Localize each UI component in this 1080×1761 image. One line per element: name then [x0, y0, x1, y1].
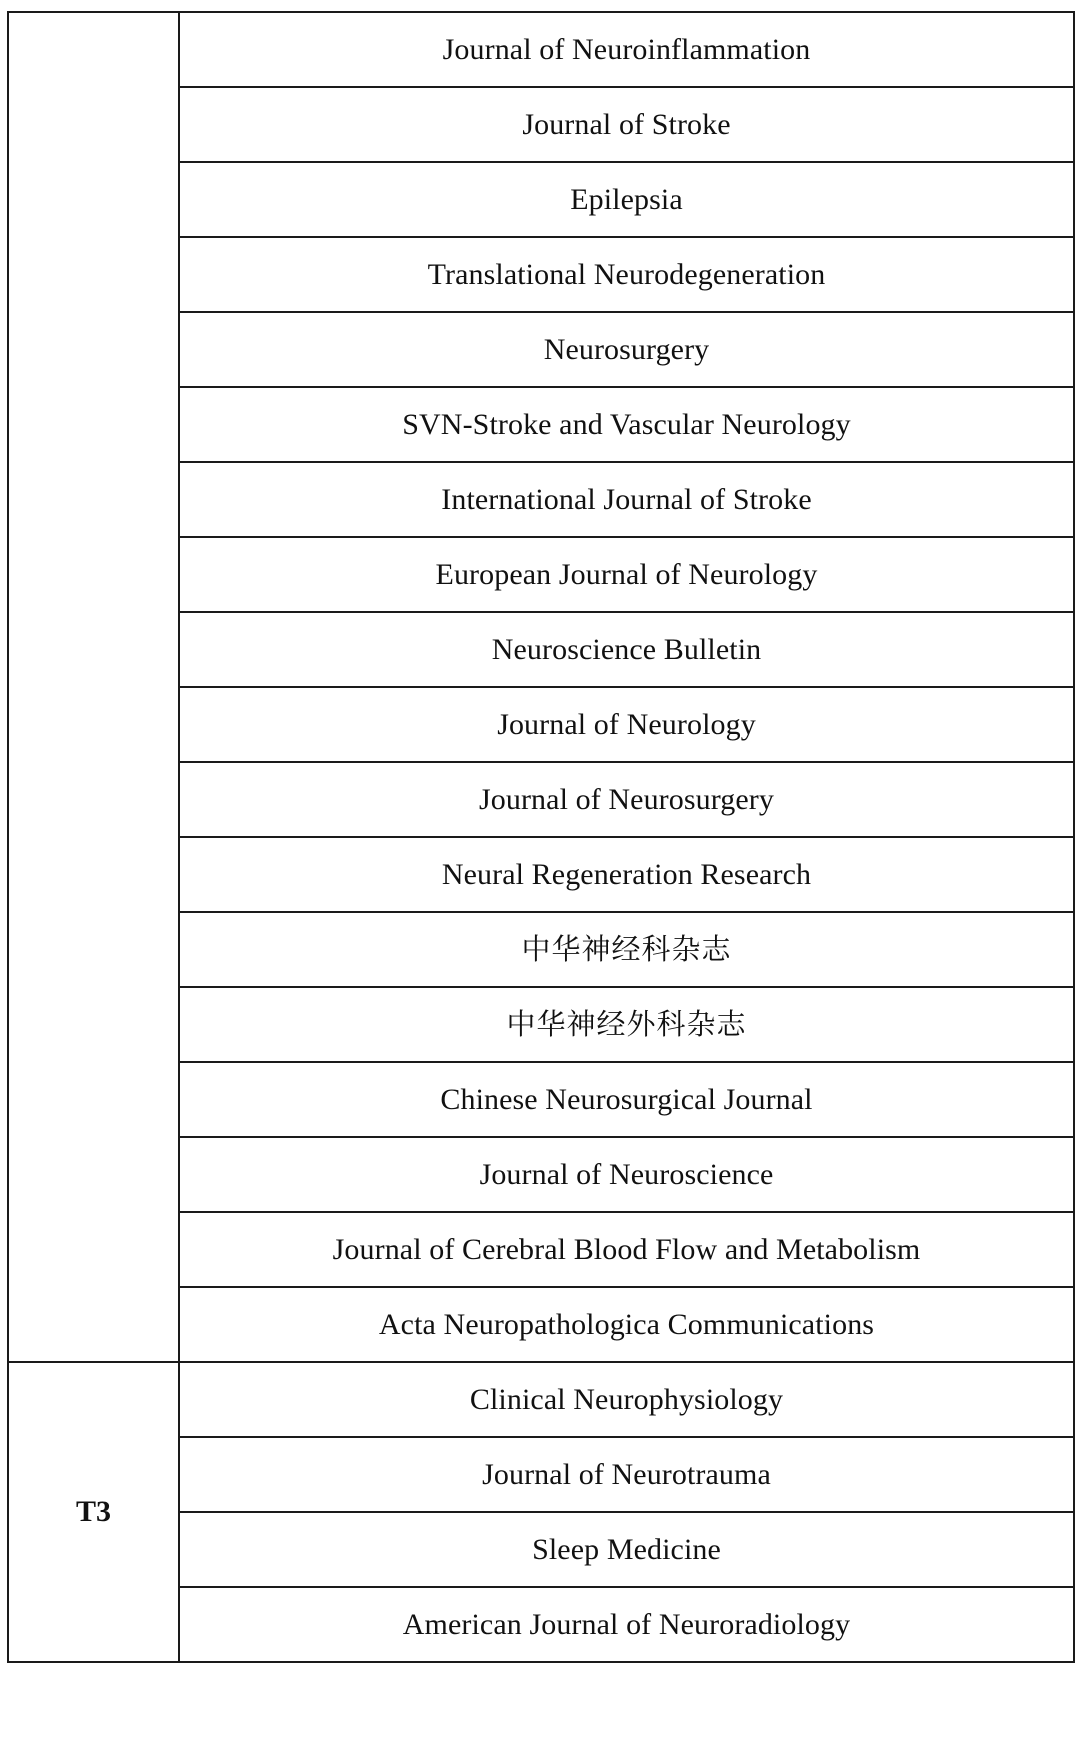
- journal-cell: [179, 837, 1074, 912]
- tier-cell: [8, 12, 179, 1362]
- tier-label: T3: [75, 1495, 111, 1528]
- journal-cell: [179, 1062, 1074, 1137]
- journal-name: Clinical Neurophysiology: [469, 1382, 784, 1416]
- journal-name: Neuroscience Bulletin: [491, 632, 762, 666]
- journal-name: Acta Neuropathologica Communications: [378, 1307, 875, 1341]
- journal-name: Journal of Neurotrauma: [482, 1457, 771, 1491]
- table-body: [8, 12, 1074, 1662]
- journal-name: Journal of Neurology: [497, 707, 756, 741]
- journal-cell: [179, 912, 1074, 987]
- journal-cell: [179, 387, 1074, 462]
- journal-cell: [179, 1212, 1074, 1287]
- journal-name: 中华神经外科杂志: [506, 1007, 747, 1041]
- journal-cell: [179, 1512, 1074, 1587]
- journal-cell: [179, 87, 1074, 162]
- journal-name: European Journal of Neurology: [435, 557, 818, 591]
- journal-cell: [179, 162, 1074, 237]
- journal-cell: [179, 612, 1074, 687]
- journal-cell: [179, 1437, 1074, 1512]
- journal-cell: [179, 1587, 1074, 1662]
- journal-name: American Journal of Neuroradiology: [402, 1607, 851, 1641]
- table-row: [8, 12, 1074, 87]
- journal-name: Journal of Neuroscience: [479, 1157, 774, 1191]
- journal-name: Translational Neurodegeneration: [427, 257, 826, 291]
- journal-name: Journal of Cerebral Blood Flow and Metabolism: [332, 1232, 921, 1266]
- journal-cell: [179, 762, 1074, 837]
- journal-tier-table: [7, 11, 1075, 1663]
- journal-cell: [179, 687, 1074, 762]
- journal-name: Chinese Neurosurgical Journal: [440, 1082, 813, 1116]
- journal-cell: [179, 537, 1074, 612]
- journal-name: Epilepsia: [570, 182, 683, 216]
- journal-name: Journal of Stroke: [522, 107, 731, 141]
- journal-cell: [179, 12, 1074, 87]
- journal-cell: [179, 1137, 1074, 1212]
- tier-cell-t3: [8, 1362, 179, 1662]
- journal-name: International Journal of Stroke: [441, 482, 812, 516]
- journal-name: SVN-Stroke and Vascular Neurology: [402, 407, 851, 441]
- journal-name: Neural Regeneration Research: [441, 857, 812, 891]
- journal-name: 中华神经科杂志: [521, 932, 732, 966]
- table-row: [8, 1362, 1074, 1437]
- journal-cell: [179, 237, 1074, 312]
- journal-cell: [179, 1287, 1074, 1362]
- journal-name: Journal of Neurosurgery: [478, 782, 774, 816]
- journal-cell: [179, 312, 1074, 387]
- journal-cell: [179, 987, 1074, 1062]
- journal-name: Sleep Medicine: [532, 1532, 721, 1566]
- journal-name: Neurosurgery: [543, 332, 710, 366]
- journal-cell: [179, 462, 1074, 537]
- journal-name: Journal of Neuroinflammation: [442, 32, 811, 66]
- journal-cell: [179, 1362, 1074, 1437]
